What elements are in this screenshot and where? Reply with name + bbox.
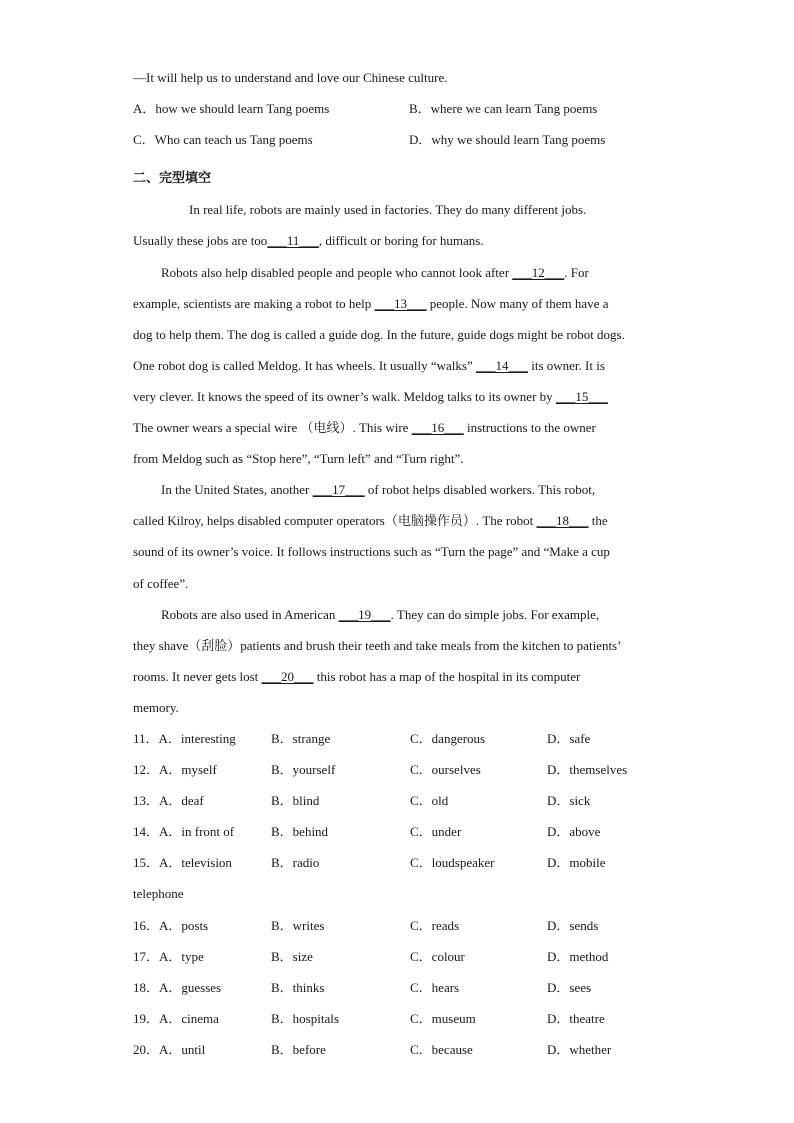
prev-option-c: C．Who can teach us Tang poems: [133, 132, 313, 148]
passage-line: sound of its owner’s voice. It follows instructions such as “Turn the page” and “Make a cup: [133, 544, 610, 560]
passage-line: called Kilroy, helps disabled computer operators（电脑操作员）. The robot ___18___ the: [133, 505, 673, 536]
blank-14: ___14___: [475, 357, 528, 373]
passage-line: example, scientists are making a robot to help ___13___ people. Now many of them have a: [133, 288, 673, 319]
passage-line: One robot dog is called Meldog. It has wheels. It usually “walks” ___14___ its owner. It is: [133, 350, 673, 381]
question-row: 11．A．interesting B．strange C．dangerous D．safe: [133, 730, 591, 746]
question-row: 16．A．posts B．writes C．reads D．sends: [133, 917, 599, 933]
blank-17: ___17___: [312, 482, 365, 498]
passage-line: dog to help them. The dog is called a guide dog. In the future, guide dogs might be robot dogs.: [133, 326, 625, 342]
blank-20: ___20___: [261, 668, 314, 684]
blank-11: ___11___: [267, 233, 319, 249]
passage-line: In the United States, another ___17___ of robot helps disabled workers. This robot,: [133, 474, 673, 505]
question-row: 18．A．guesses B．thinks C．hears D．sees: [133, 979, 592, 995]
question-row: 14．A．in front of B．behind C．under D．above: [133, 824, 601, 840]
blank-12: ___12___: [512, 264, 565, 280]
blank-16: ___16___: [411, 420, 464, 436]
section-title: 二、完型填空: [133, 171, 212, 187]
question-row: 12．A．myself B．yourself C．ourselves D．themselves: [133, 762, 628, 778]
blank-13: ___13___: [374, 295, 427, 311]
question-row: 20．A．until B．before C．because D．whether: [133, 1041, 612, 1057]
passage-line: Robots are also used in American ___19___. They can do simple jobs. For example,: [133, 599, 673, 630]
document-page: [133, 62, 673, 1065]
passage-line: Robots also help disabled people and people who cannot look after ___12___. For: [133, 257, 673, 288]
question-list: [133, 723, 673, 1065]
passage-line: Usually these jobs are too___11___, difficult or boring for humans.: [133, 225, 673, 256]
passage-line: from Meldog such as “Stop here”, “Turn left” and “Turn right”.: [133, 451, 464, 467]
passage-line: memory.: [133, 699, 179, 715]
passage-line: In real life, robots are mainly used in factories. They do many different jobs.: [189, 202, 587, 218]
passage-line: they shave（刮脸）patients and brush their teeth and take meals from the kitchen to patients’: [133, 637, 622, 653]
question-wrap-line: telephone: [133, 886, 184, 902]
passage-line: The owner wears a special wire （电线）. This wire ___16___ instructions to the owner: [133, 412, 673, 443]
passage-line: rooms. It never gets lost ___20___ this robot has a map of the hospital in its computer: [133, 661, 673, 692]
prev-options-row-1: [133, 93, 673, 124]
prev-answer-line: —It will help us to understand and love our Chinese culture.: [133, 70, 448, 85]
blank-15: ___15___: [555, 388, 608, 404]
blank-19: ___19___: [338, 606, 391, 622]
prev-options-row-2: [133, 124, 673, 155]
passage-line: of coffee”.: [133, 575, 189, 591]
question-row: 17．A．type B．size C．colour D．method: [133, 948, 609, 964]
prev-option-d: D．why we should learn Tang poems: [409, 132, 606, 148]
blank-18: ___18___: [536, 513, 589, 529]
question-row: 13．A．deaf B．blind C．old D．sick: [133, 793, 591, 809]
prev-option-a: A．how we should learn Tang poems: [133, 101, 330, 117]
question-row: 19．A．cinema B．hospitals C．museum D．theatre: [133, 1010, 605, 1026]
prev-option-b: B．where we can learn Tang poems: [409, 101, 598, 117]
passage-line: very clever. It knows the speed of its owner’s walk. Meldog talks to its owner by ___15___: [133, 381, 673, 412]
question-row: 15．A．television B．radio C．loudspeaker D．mobile: [133, 855, 606, 871]
